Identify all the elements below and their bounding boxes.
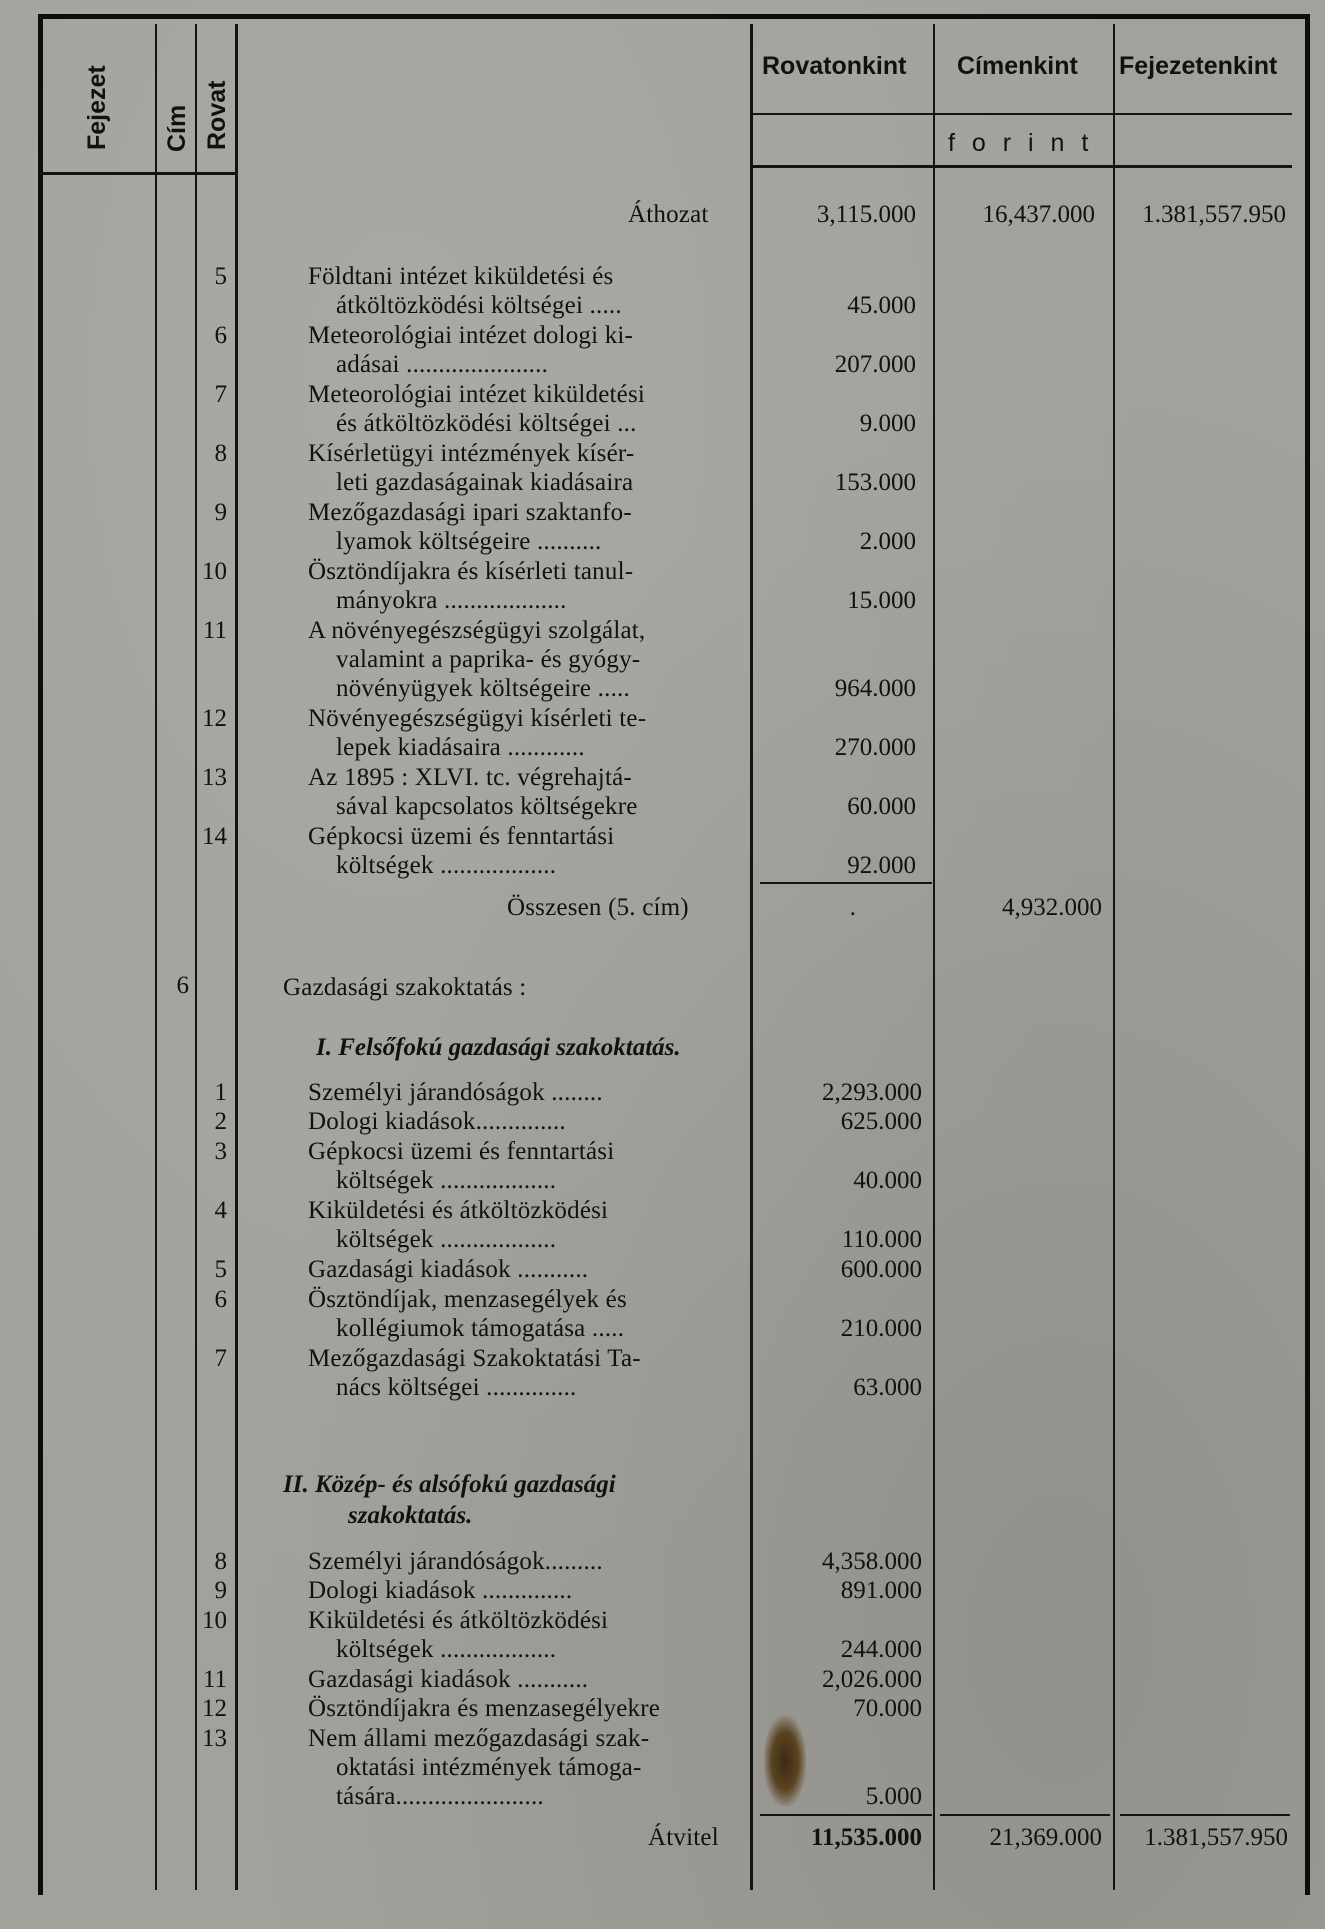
row-desc: Gépkocsi üzemi és fenntartási	[308, 823, 615, 850]
section6-cim: 6	[176, 972, 189, 999]
row-amount: 70.000	[853, 1695, 922, 1722]
row-desc: Meteorológiai intézet dologi ki-	[308, 322, 634, 349]
row-rovat: 12	[202, 705, 227, 732]
rule-carry-fejezet	[1120, 1814, 1290, 1816]
row-desc: Mezőgazdasági ipari szaktanfo-	[308, 499, 632, 526]
row-rovat: 11	[202, 617, 227, 644]
carry-out-label: Átvitel	[648, 1824, 719, 1851]
row-desc: tására.......................	[336, 1783, 544, 1810]
header-cim: Cím	[163, 104, 191, 152]
rule-amount-cim	[933, 24, 935, 1890]
row-desc: Mezőgazdasági Szakoktatási Ta-	[308, 1345, 641, 1372]
carry-in-cimenkint: 16,437.000	[982, 201, 1095, 228]
row-desc: növényügyek költségeire .....	[336, 675, 630, 702]
row-desc: Nem állami mezőgazdasági szak-	[308, 1725, 650, 1752]
sub2-title-line2: szakoktatás.	[348, 1502, 473, 1529]
row-amount: 600.000	[840, 1256, 922, 1283]
row-rovat: 11	[202, 1666, 227, 1693]
row-amount: 891.000	[840, 1577, 922, 1604]
row-desc: Személyi járandóságok.........	[308, 1548, 603, 1575]
row-rovat: 7	[214, 381, 227, 408]
header-rovatonkint: Rovatonkint	[762, 52, 907, 80]
row-amount: 153.000	[834, 469, 916, 496]
row-amount: 244.000	[840, 1636, 922, 1663]
sub2-title-line1: II. Közép- és alsófokú gazdasági	[283, 1471, 616, 1498]
row-desc: Kiküldetési és átköltözködési	[308, 1607, 609, 1634]
row-desc: költségek ..................	[336, 1226, 557, 1253]
header-fejezet: Fejezet	[83, 65, 111, 150]
rule-header-bottom	[752, 165, 1292, 168]
carry-in-rovatonkint: 3,115.000	[816, 201, 916, 228]
table-frame	[38, 14, 1310, 1895]
row-desc: lepek kiadásaira ............	[336, 734, 585, 761]
row-desc: Ösztöndíjak, menzasegélyek és	[308, 1286, 627, 1313]
row-rovat: 8	[214, 440, 227, 467]
row-rovat: 6	[214, 322, 227, 349]
row-amount: 2,293.000	[822, 1079, 922, 1106]
row-desc: Dologi kiadások ..............	[308, 1577, 573, 1604]
row-rovat: 10	[202, 1607, 227, 1634]
row-amount: 625.000	[840, 1108, 922, 1135]
sub1-title: I. Felsőfokú gazdasági szakoktatás.	[316, 1034, 681, 1061]
row-desc: Személyi járandóságok ........	[308, 1079, 603, 1106]
section5-total-cimenkint: 4,932.000	[1002, 894, 1102, 921]
row-amount: 210.000	[840, 1315, 922, 1342]
row-amount: 110.000	[841, 1226, 922, 1253]
row-desc: és átköltözködési költségei ...	[336, 410, 637, 437]
carry-in-fejezetenkint: 1.381,557.950	[1142, 201, 1286, 228]
row-amount: 15.000	[847, 587, 916, 614]
rule-subtotal	[760, 882, 932, 884]
header-fejezetenkint: Fejezetenkint	[1119, 52, 1278, 80]
rule-carry-cim	[940, 1814, 1110, 1816]
row-amount: 2.000	[859, 528, 916, 555]
row-rovat: 5	[214, 1256, 227, 1283]
row-rovat: 6	[214, 1286, 227, 1313]
rule-carry-amount	[760, 1814, 932, 1816]
row-desc: Kiküldetési és átköltözködési	[308, 1197, 609, 1224]
row-desc: költségek ..................	[336, 852, 557, 879]
row-desc: költségek ..................	[336, 1636, 557, 1663]
row-rovat: 13	[202, 764, 227, 791]
row-desc: mányokra ...................	[336, 587, 567, 614]
row-desc: Kísérletügyi intézmények kísér-	[308, 440, 635, 467]
carry-out-rovatonkint: 11,535.000	[810, 1824, 922, 1851]
rule-rovat-desc	[235, 24, 238, 1890]
row-rovat: 8	[214, 1548, 227, 1575]
row-desc: leti gazdaságainak kiadásaira	[336, 469, 634, 496]
header-unit: f o r i n t	[948, 129, 1094, 157]
row-rovat: 10	[202, 558, 227, 585]
rule-fejezet-cim	[155, 24, 157, 1890]
carry-in-label: Áthozat	[628, 201, 709, 228]
page-stain	[764, 1716, 806, 1806]
row-amount: 5.000	[865, 1783, 922, 1810]
row-amount: 207.000	[834, 351, 916, 378]
row-rovat: 12	[202, 1695, 227, 1722]
row-amount: 2,026.000	[822, 1666, 922, 1693]
row-rovat: 3	[214, 1138, 227, 1165]
row-desc: lyamok költségeire ..........	[336, 528, 602, 555]
row-desc: Gazdasági kiadások ...........	[308, 1666, 589, 1693]
row-rovat: 9	[214, 499, 227, 526]
row-rovat: 14	[202, 823, 227, 850]
row-desc: Gazdasági kiadások ...........	[308, 1256, 589, 1283]
carry-out-fejezetenkint: 1.381,557.950	[1144, 1824, 1288, 1851]
row-amount: 9.000	[859, 410, 916, 437]
rule-desc-amount	[750, 24, 753, 1890]
row-desc: A növényegészségügyi szolgálat,	[308, 617, 646, 644]
section5-total-label: Összesen (5. cím)	[507, 894, 689, 921]
row-amount: 40.000	[853, 1167, 922, 1194]
row-desc: Növényegészségügyi kísérleti te-	[308, 705, 647, 732]
row-rovat: 5	[214, 263, 227, 290]
rule-cim-fejezet	[1113, 24, 1115, 1890]
row-desc: Gépkocsi üzemi és fenntartási	[308, 1138, 615, 1165]
row-amount: 4,358.000	[822, 1548, 922, 1575]
row-rovat: 7	[214, 1345, 227, 1372]
row-desc: adásai ......................	[336, 351, 549, 378]
row-desc: Dologi kiadások..............	[308, 1108, 566, 1135]
carry-out-cimenkint: 21,369.000	[989, 1824, 1102, 1851]
row-rovat: 4	[214, 1197, 227, 1224]
row-rovat: 2	[214, 1108, 227, 1135]
row-amount: 60.000	[847, 793, 916, 820]
row-desc: valamint a paprika- és gyógy-	[336, 646, 641, 673]
row-desc: sával kapcsolatos költségekre	[336, 793, 638, 820]
row-desc: Az 1895 : XLVI. tc. végrehajtá-	[308, 764, 632, 791]
row-rovat: 1	[214, 1079, 227, 1106]
row-desc: Meteorológiai intézet kiküldetési	[308, 381, 646, 408]
rule-header-left-bottom	[40, 172, 235, 175]
section6-title: Gazdasági szakoktatás :	[283, 974, 527, 1001]
row-rovat: 13	[202, 1725, 227, 1752]
row-desc: Ösztöndíjakra és menzasegélyekre	[308, 1695, 661, 1722]
header-rovat: Rovat	[203, 80, 231, 150]
row-desc: Ösztöndíjakra és kísérleti tanul-	[308, 558, 634, 585]
row-amount: 63.000	[853, 1374, 922, 1401]
row-desc: költségek ..................	[336, 1167, 557, 1194]
row-desc: kollégiumok támogatása .....	[336, 1315, 625, 1342]
rule-header-mid	[752, 113, 1292, 115]
row-amount: 964.000	[834, 675, 916, 702]
row-amount: 270.000	[834, 734, 916, 761]
header-cimenkint: Címenkint	[957, 52, 1078, 80]
row-amount: 45.000	[847, 292, 916, 319]
section5-total-rovatonkint: .	[849, 894, 856, 921]
row-desc: nács költségei ..............	[336, 1374, 577, 1401]
row-rovat: 9	[214, 1577, 227, 1604]
row-desc: átköltözködési költségei .....	[336, 292, 622, 319]
row-amount: 92.000	[847, 852, 916, 879]
row-desc: oktatási intézmények támoga-	[336, 1754, 642, 1781]
row-desc: Földtani intézet kiküldetési és	[308, 263, 614, 290]
